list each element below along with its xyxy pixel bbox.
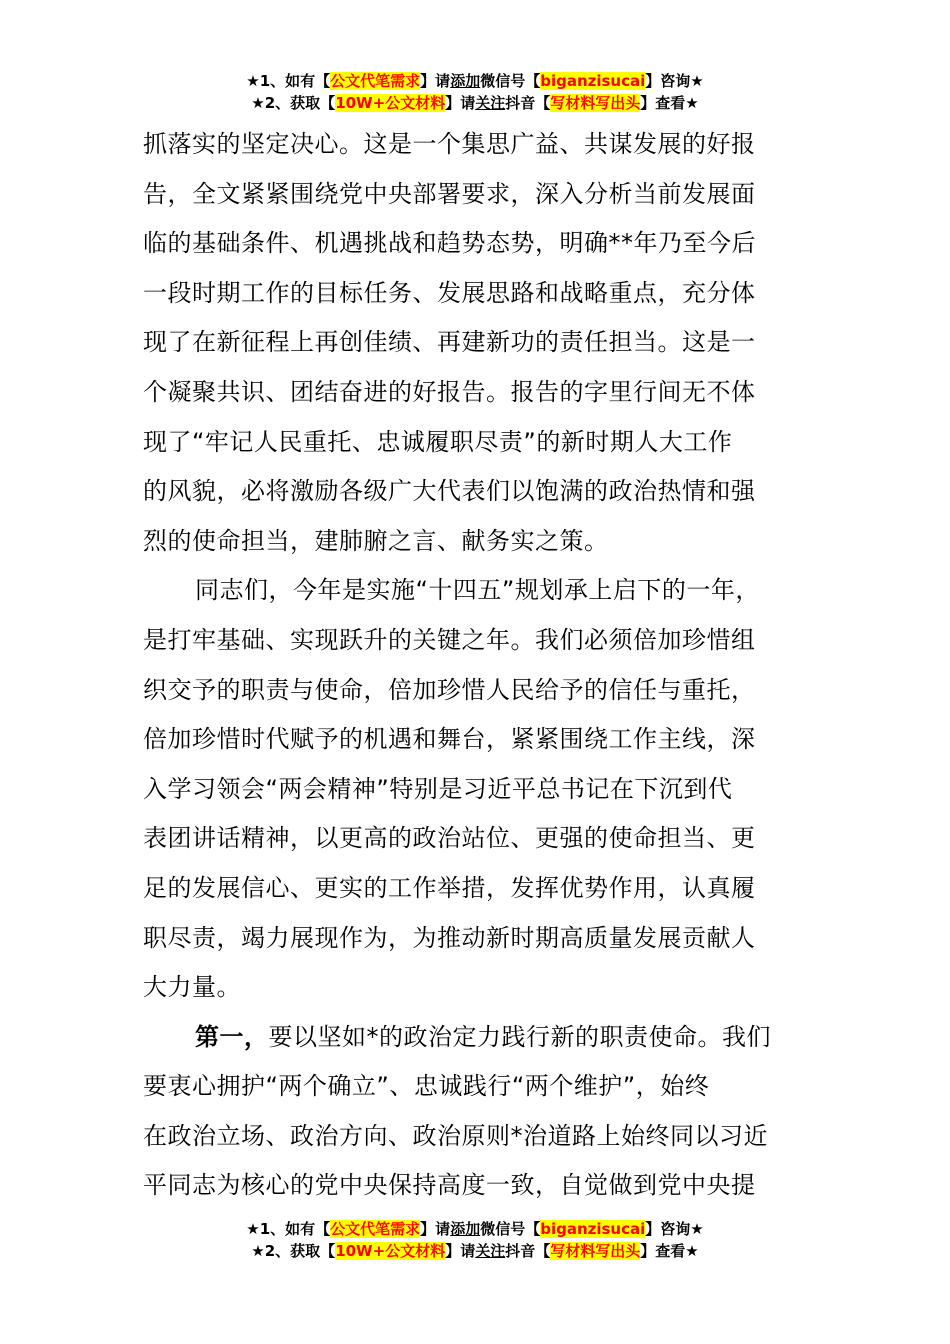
text-line: 平同志为核心的党中央保持高度一致，自觉做到党中央提 <box>143 1171 756 1200</box>
banner-line-1: ★1、如有【公文代笔需求】请添加微信号【biganzisucai】咨询★ <box>246 72 704 90</box>
banner-line-1: ★1、如有【公文代笔需求】请添加微信号【biganzisucai】咨询★ <box>246 1220 704 1238</box>
header-banner <box>0 70 950 114</box>
document-body <box>143 120 813 1211</box>
text-line: 大力量。 <box>143 973 241 1002</box>
highlight-materials: 10W+公文材料 <box>335 1242 446 1260</box>
highlight-wechat-id: biganzisucai <box>540 1220 646 1238</box>
text-line: 告，全文紧紧围绕党中央部署要求，深入分析当前发展面 <box>143 179 756 208</box>
banner-line-2: ★2、获取【10W+公文材料】请关注抖音【写材料写出头】查看★ <box>251 1242 699 1260</box>
highlight-douyin-account: 写材料写出头 <box>550 94 641 112</box>
highlight-service: 公文代笔需求 <box>330 72 421 90</box>
text-line: 的风貌，必将激励各级广大代表们以饱满的政治热情和强 <box>143 477 756 506</box>
highlight-douyin-account: 写材料写出头 <box>550 1242 641 1260</box>
highlight-service: 公文代笔需求 <box>330 1220 421 1238</box>
paragraph-start-line: 第一，要以坚如*的政治定力践行新的职责使命。我们 <box>195 1022 771 1051</box>
text-line: 倍加珍惜时代赋予的机遇和舞台，紧紧围绕工作主线，深 <box>143 725 756 754</box>
text-line: 现了在新征程上再创佳绩、再建新功的责任担当。这是一 <box>143 328 756 357</box>
text-line: 临的基础条件、机遇挑战和趋势态势，明确**年乃至今后 <box>143 229 756 258</box>
text-line: 织交予的职责与使命，倍加珍惜人民给予的信任与重托， <box>143 675 756 704</box>
banner-line-2: ★2、获取【10W+公文材料】请关注抖音【写材料写出头】查看★ <box>251 94 699 112</box>
text-line: 抓落实的坚定决心。这是一个集思广益、共谋发展的好报 <box>143 130 756 158</box>
footer-banner <box>0 1218 950 1262</box>
text-line: 职尽责，竭力展现作为，为推动新时期高质量发展贡献人 <box>143 923 756 952</box>
section-lead-bold: 第一， <box>195 1022 269 1051</box>
text-line: 烈的使命担当，建肺腑之言、献务实之策。 <box>143 526 609 555</box>
highlight-wechat-id: biganzisucai <box>540 72 646 90</box>
text-line: 在政治立场、政治方向、政治原则*治道路上始终同以习近 <box>143 1121 768 1150</box>
text-line: 足的发展信心、更实的工作举措，发挥优势作用，认真履 <box>143 873 756 902</box>
text-line: 现了“牢记人民重托、忠诚履职尽责”的新时期人大工作 <box>143 427 733 456</box>
text-line: 表团讲话精神，以更高的政治站位、更强的使命担当、更 <box>143 824 756 853</box>
paragraph-start-line: 同志们，今年是实施“十四五”规划承上启下的一年， <box>195 576 760 605</box>
text-line: 个凝聚共识、团结奋进的好报告。报告的字里行间无不体 <box>143 377 756 406</box>
text-line: 入学习领会“两会精神”特别是习近平总书记在下沉到代 <box>143 774 733 803</box>
text-line: 要衷心拥护“两个确立”、忠诚践行“两个维护”，始终 <box>143 1072 710 1101</box>
text-line: 是打牢基础、实现跃升的关键之年。我们必须倍加珍惜组 <box>143 625 756 654</box>
text-line: 一段时期工作的目标任务、发展思路和战略重点，充分体 <box>143 278 756 307</box>
highlight-materials: 10W+公文材料 <box>335 94 446 112</box>
